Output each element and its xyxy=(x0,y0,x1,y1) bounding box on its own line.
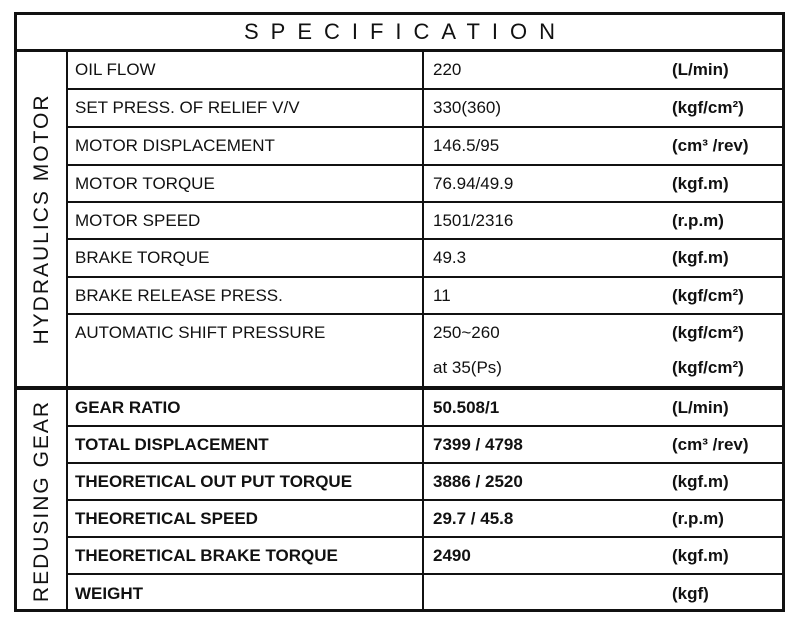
spec-row xyxy=(68,240,782,278)
spec-value: 29.7 / 45.8 xyxy=(433,508,514,528)
spec-unit: (kgf.m) xyxy=(672,471,729,491)
spec-value: 1501/2316 xyxy=(433,210,514,230)
spec-value: 3886 / 2520 xyxy=(433,471,523,491)
spec-unit: (L/min) xyxy=(672,397,729,417)
spec-unit: (L/min) xyxy=(672,60,729,79)
spec-value: 76.94/49.9 xyxy=(433,173,514,193)
spec-name: MOTOR SPEED xyxy=(68,203,424,238)
spec-row xyxy=(68,278,782,315)
spec-name: AUTOMATIC SHIFT PRESSURE xyxy=(68,315,424,386)
section-label: HYDRAULICS MOTOR xyxy=(29,93,53,345)
spec-value: 2490 xyxy=(433,545,471,565)
section-label-cell xyxy=(17,52,68,386)
spec-unit: (r.p.m) xyxy=(672,210,724,230)
spec-unit: (r.p.m) xyxy=(672,508,724,528)
spec-row xyxy=(68,427,782,464)
spec-unit: (kgf.m) xyxy=(672,248,729,267)
spec-value: 250~260 xyxy=(433,322,500,342)
spec-name: THEORETICAL BRAKE TORQUE xyxy=(68,538,424,573)
spec-row xyxy=(68,166,782,203)
spec-unit: (kgf.m) xyxy=(672,173,729,193)
spec-value: 49.3 xyxy=(433,248,467,267)
table-title: SPECIFICATION xyxy=(17,15,782,52)
spec-name: TOTAL DISPLACEMENT xyxy=(68,427,424,462)
spec-row xyxy=(68,315,782,386)
spec-name: WEIGHT xyxy=(68,575,424,612)
spec-unit: (kgf/cm²) xyxy=(672,285,744,305)
spec-row xyxy=(68,501,782,538)
spec-name: MOTOR DISPLACEMENT xyxy=(68,128,424,164)
spec-unit: (kgf/cm²) xyxy=(672,98,744,117)
spec-row xyxy=(68,52,782,90)
spec-value: 11 xyxy=(433,285,451,305)
spec-value: 7399 / 4798 xyxy=(433,434,523,454)
spec-name: GEAR RATIO xyxy=(68,390,424,425)
spec-row xyxy=(68,575,782,612)
spec-name: THEORETICAL OUT PUT TORQUE xyxy=(68,464,424,499)
specification-table xyxy=(14,12,785,612)
spec-name: MOTOR TORQUE xyxy=(68,166,424,201)
spec-name: BRAKE RELEASE PRESS. xyxy=(68,278,424,313)
spec-row xyxy=(68,464,782,501)
spec-unit-secondary: (kgf/cm²) xyxy=(672,358,744,378)
spec-value: 330(360) xyxy=(433,98,502,117)
spec-value: 50.508/1 xyxy=(433,397,500,417)
spec-unit: (cm³ /rev) xyxy=(672,136,749,155)
spec-value: 146.5/95 xyxy=(433,136,500,155)
spec-row xyxy=(68,128,782,166)
spec-value: 220 xyxy=(433,60,462,79)
spec-rows xyxy=(68,52,782,386)
spec-name: THEORETICAL SPEED xyxy=(68,501,424,536)
spec-row xyxy=(68,203,782,240)
spec-unit: (cm³ /rev) xyxy=(672,434,749,454)
spec-rows xyxy=(68,390,782,612)
spec-row xyxy=(68,538,782,575)
section-label-cell xyxy=(17,390,68,612)
spec-value-secondary: at 35(Ps) xyxy=(433,358,502,378)
section-label: REDUSING GEAR xyxy=(29,399,53,603)
reducing-gear-section xyxy=(17,390,782,612)
spec-unit: (kgf) xyxy=(672,583,709,603)
spec-row xyxy=(68,390,782,427)
spec-name: BRAKE TORQUE xyxy=(68,240,424,276)
spec-row xyxy=(68,90,782,128)
spec-unit: (kgf/cm²) xyxy=(672,322,744,342)
hydraulics-motor-section xyxy=(17,52,782,390)
spec-name: OIL FLOW xyxy=(68,52,424,88)
spec-unit: (kgf.m) xyxy=(672,545,729,565)
spec-name: SET PRESS. OF RELIEF V/V xyxy=(68,90,424,126)
